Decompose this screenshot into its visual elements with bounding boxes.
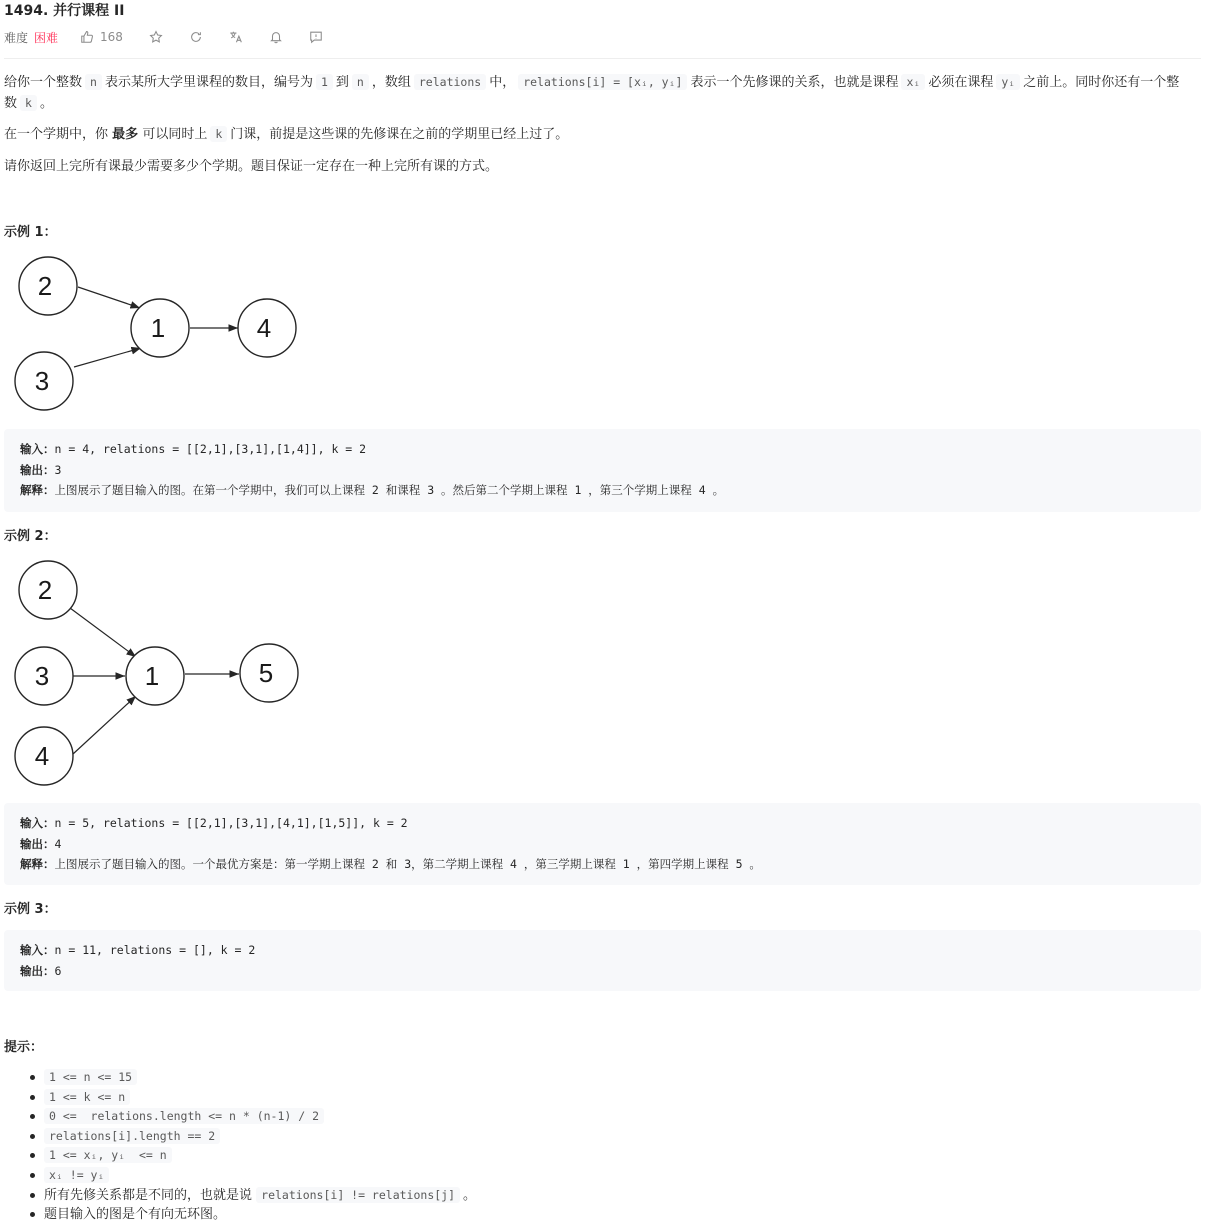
input-value: n = 5, relations = [[2,1],[3,1],[4,1],[1,5]], k = 2 — [54, 816, 408, 830]
inline-code: 0 <= relations.length <= n * (n-1) / 2 — [44, 1108, 324, 1124]
output-label: 输出： — [20, 963, 55, 978]
bell-icon — [269, 30, 283, 44]
inline-code: relations[i].length == 2 — [44, 1128, 220, 1144]
example-1-graph — [0, 248, 310, 418]
inline-code: yᵢ — [996, 74, 1020, 90]
text-segment: 中， — [489, 75, 516, 90]
output-label: 输出： — [20, 462, 55, 477]
text-segment: ，数组 — [371, 75, 411, 90]
graph-edge — [73, 696, 136, 754]
graph-node-label: 4 — [34, 741, 50, 771]
inline-code: relations[i] != relations[j] — [256, 1187, 460, 1203]
feedback-icon — [309, 30, 323, 44]
graph-edge — [78, 287, 140, 308]
list-item — [44, 1068, 476, 1088]
text-segment: 表示某所大学里课程的数目，编号为 — [104, 75, 313, 90]
list-item — [44, 1127, 476, 1147]
text-segment: 表示一个先修课的关系，也就是课程 — [690, 75, 899, 90]
inline-code: xᵢ — [901, 74, 925, 90]
input-value: n = 4, relations = [[2,1],[3,1],[1,4]], k = 2 — [54, 442, 367, 456]
example-2-title: 示例 2： — [4, 529, 57, 544]
explain-text: 上图展示了题目输入的图。一个最优方案是：第一学期上课程 2 和 3，第二学期上课程 4 ，第三学期上课程 1 ，第四学期上课程 5 。 — [54, 857, 761, 871]
like-count: 168 — [100, 30, 123, 44]
graph-node-label: 2 — [37, 271, 53, 301]
inline-code: relations[i] = [xᵢ, yᵢ] — [518, 74, 687, 90]
explain-text: 上图展示了题目输入的图。在第一个学期中，我们可以上课程 2 和课程 3 。然后第二个学期上课程 1 ，第三个学期上课程 4 。 — [54, 483, 725, 497]
hints-title: 提示： — [4, 1040, 44, 1055]
inline-code: n — [85, 74, 102, 90]
description-paragraph-2 — [4, 124, 1180, 145]
graph-node-label: 1 — [144, 661, 160, 691]
graph-edge — [74, 348, 141, 367]
text-segment: 门课，前提是这些课的先修课在之前的学期里已经上过了。 — [230, 127, 569, 142]
text-segment: 所有先修关系都是不同的，也就是说 — [44, 1187, 253, 1203]
graph-node-label: 4 — [256, 313, 272, 343]
explain-label: 解释： — [20, 857, 55, 871]
text-segment: 给你一个整数 — [4, 75, 83, 90]
subscribe-button[interactable] — [269, 30, 283, 44]
description-paragraph-3: 请你返回上完所有课最少需要多少个学期。题目保证一定存在一种上完所有课的方式。 — [4, 159, 499, 174]
translate-button[interactable] — [229, 30, 243, 44]
text-segment: 题目输入的图是个有向无环图。 — [44, 1207, 227, 1223]
example-2-code-block — [4, 803, 1201, 885]
list-item — [44, 1186, 476, 1206]
difficulty-label: 难度 — [4, 30, 29, 45]
output-value: 4 — [54, 836, 62, 851]
output-value: 6 — [54, 963, 62, 978]
graph-node-label: 1 — [150, 313, 166, 343]
example-3-title: 示例 3： — [4, 902, 57, 917]
list-item — [44, 1166, 476, 1186]
like-button[interactable] — [80, 30, 123, 44]
list-item — [44, 1088, 476, 1108]
bold-text: 最多 — [112, 127, 139, 142]
input-label: 输入： — [20, 816, 55, 830]
text-segment: 可以同时上 — [142, 127, 208, 142]
inline-code: 1 <= xᵢ, yᵢ <= n — [44, 1147, 172, 1163]
inline-code: n — [352, 74, 369, 90]
output-label: 输出： — [20, 836, 55, 851]
list-item — [44, 1205, 476, 1225]
example-1-title: 示例 1： — [4, 225, 57, 240]
input-label: 输入： — [20, 943, 55, 957]
list-item — [44, 1146, 476, 1166]
inline-code: 1 <= n <= 15 — [44, 1069, 137, 1085]
refresh-icon — [189, 30, 203, 44]
graph-node-label: 5 — [258, 658, 274, 688]
star-icon — [149, 30, 163, 44]
example-1-code-block — [4, 429, 1201, 512]
inline-code: k — [210, 126, 227, 142]
input-label: 输入： — [20, 442, 55, 456]
text-segment: 。 — [39, 96, 53, 111]
problem-title: 1494. 并行课程 II — [4, 3, 125, 19]
inline-code: relations — [414, 74, 486, 90]
description-paragraph-1 — [4, 72, 1180, 114]
list-item — [44, 1107, 476, 1127]
divider — [4, 58, 1201, 59]
example-3-code-block — [4, 930, 1201, 991]
difficulty-badge: 困难 — [34, 30, 59, 45]
text-segment: 。 — [463, 1187, 477, 1203]
explain-label: 解释： — [20, 483, 55, 497]
text-segment: 必须在课程 — [928, 75, 994, 90]
inline-code: xᵢ != yᵢ — [44, 1167, 109, 1183]
input-value: n = 11, relations = [], k = 2 — [54, 943, 256, 957]
thumbs-up-icon — [80, 30, 94, 44]
output-value: 3 — [54, 462, 62, 477]
text-segment: 到 — [335, 75, 349, 90]
graph-node-label: 2 — [37, 575, 53, 605]
text-segment: 在一个学期中，你 — [4, 127, 109, 142]
example-2-graph — [0, 555, 310, 795]
graph-node-label: 3 — [34, 366, 50, 396]
graph-node-label: 3 — [34, 661, 50, 691]
hints-list — [4, 1068, 476, 1225]
favorite-button[interactable] — [149, 30, 163, 44]
graph-edge — [70, 608, 136, 657]
inline-code: k — [20, 95, 37, 111]
share-button[interactable] — [189, 30, 203, 44]
feedback-button[interactable] — [309, 30, 323, 44]
text-segment: 之前上。同时你还有一个整数 — [4, 75, 1180, 111]
inline-code: 1 — [316, 74, 333, 90]
problem-meta-bar — [4, 28, 349, 46]
inline-code: 1 <= k <= n — [44, 1089, 130, 1105]
translate-icon — [229, 30, 243, 44]
